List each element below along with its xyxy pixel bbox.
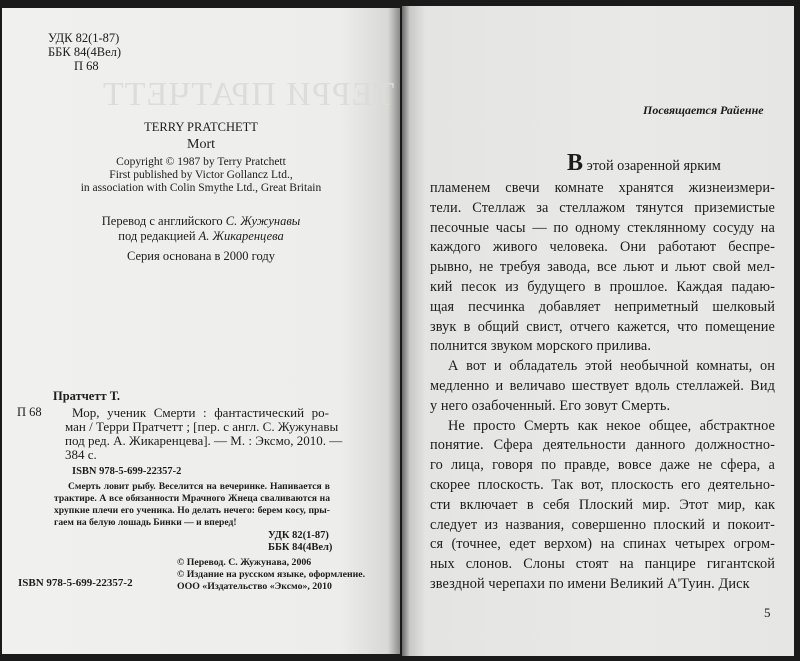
series-note: Серия основана в 2000 году xyxy=(126,249,276,263)
text-line: А вот и обладатель этой необычной комнаты, он xyxy=(448,358,775,375)
copyright-line: Copyright © 1987 by Terry Pratchett xyxy=(116,156,286,168)
isbn: ISBN 978-5-699-22357-2 xyxy=(72,466,182,477)
text-line: следует из названия, совершенно плоский и покоит- xyxy=(430,516,775,533)
text-line: щая песчинка добавляет неприметный шелковый xyxy=(430,298,775,315)
text-line: го лица, говоря по правде, вовсе даже не сфера, а xyxy=(430,457,775,474)
bib-line: под ред. А. Жикаренцева]. — М. : Эксмо, 2010. — xyxy=(65,433,343,448)
annotation-line: хрупкие плечи его ученика. Но делать нечего: берем косу, пры- xyxy=(54,505,330,516)
isbn-bottom: ISBN 978-5-699-22357-2 xyxy=(18,577,133,589)
rights-line: © Издание на русском языке, оформление. xyxy=(177,569,366,580)
bbk-code-bottom: ББК 84(4Вел) xyxy=(268,542,333,553)
text-line: полнится звуком морского прилива. xyxy=(430,338,652,355)
left-page-imprint xyxy=(2,8,400,654)
title-en: Mort xyxy=(187,137,215,152)
rights-line: © Перевод. С. Жужунава, 2006 xyxy=(177,557,312,568)
text-line: у него озабоченный. Его зовут Смерть. xyxy=(430,397,671,414)
bib-author: Пратчетт Т. xyxy=(53,389,120,403)
annotation-line: трактире. А все обязанности Мрачного Жнеца сваливаются на xyxy=(54,493,330,504)
editor-credit: под редакцией А. Жикаренцева xyxy=(118,229,284,243)
drop-cap: В xyxy=(567,150,584,176)
copyright-line: First published by Victor Gollancz Ltd., xyxy=(109,169,293,181)
text-line: Не просто Смерть как некое общее, абстрактное xyxy=(448,417,775,434)
bib-code: П 68 xyxy=(17,405,42,419)
dedication: Посвящается Райенне xyxy=(643,103,764,117)
text-line: ных слонов. Слоны стоят на панцире гигантской xyxy=(430,556,775,573)
text-line: понятие. Сфера деятельности данного должностно- xyxy=(430,437,775,454)
udk-code-bottom: УДК 82(1-87) xyxy=(268,530,329,541)
udk-code: УДК 82(1-87) xyxy=(48,31,120,45)
copyright-line: in association with Colin Smythe Ltd., Great Britain xyxy=(80,182,322,194)
bib-line: 384 с. xyxy=(65,447,97,462)
text-line: каждого живого человека. Они работают беспре- xyxy=(430,239,775,256)
bbk-code: ББК 84(4Вел) xyxy=(48,45,122,59)
text-line: звездной черепахи по имени Великий А'Туин. Диск xyxy=(430,576,750,592)
text-line: песочные часы — по одному стеклянному сосуду на xyxy=(430,219,775,236)
text-line: сти включает в себя Плоский мир. Этот мир, как xyxy=(430,496,775,513)
text-line: пламенем свечи комнате хранятся жизнеизмери- xyxy=(430,180,775,196)
author-sign: П 68 xyxy=(74,59,99,73)
annotation-line: гаем на белую лошадь Бинки — и вперед! xyxy=(54,517,237,528)
first-line: В этой озаренной ярким xyxy=(567,150,721,176)
text-line: скорее плоскость. Так вот, плоскость его деятельно- xyxy=(430,477,775,493)
text-line: ся (точнее, едет верхом) на спинах четырех огром- xyxy=(430,536,775,553)
bib-line: ман / Терри Пратчетт ; [пер. с англ. С. Жужунавы xyxy=(65,419,339,434)
annotation-line: Смерть ловит рыбу. Веселится на вечеринке. Напивается в xyxy=(68,481,330,492)
text-line: кий песок из будущего в прошлое. Каждая падаю- xyxy=(430,279,775,295)
page-number: 5 xyxy=(764,605,771,620)
text-line: медленно и величаво шествует вдоль стеллажей. Вид xyxy=(430,378,775,394)
rights-line: ООО «Издательство «Эксмо», 2010 xyxy=(177,581,332,592)
author-name-en: TERRY PRATCHETT xyxy=(144,120,258,134)
bib-line: Мор, ученик Смерти : фантастический ро- xyxy=(72,405,329,420)
bleed-through-title: ТЕРРИ ПРАТЧЕТТ xyxy=(102,76,395,113)
translator-credit: Перевод с английского С. Жужунавы xyxy=(101,214,301,228)
text-line: звук в общий свист, отчего кажется, что помещение xyxy=(430,318,775,335)
text-line: рывно, не требуя завода, все льют и льют свой мел- xyxy=(430,259,775,276)
text-line: тели. Стеллаж за стеллажом тянутся приземистые xyxy=(430,199,775,216)
